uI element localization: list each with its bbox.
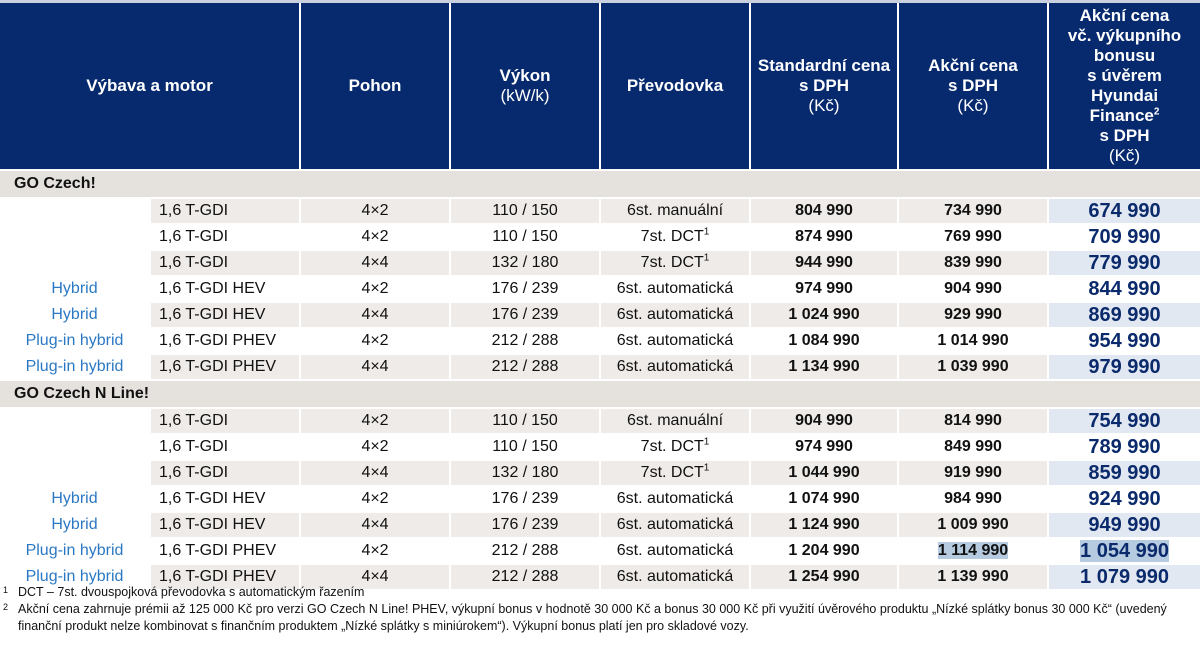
variant-cell bbox=[0, 224, 150, 250]
standard-price-cell bbox=[750, 354, 898, 380]
gearbox-cell bbox=[600, 434, 750, 460]
action-price-cell bbox=[898, 460, 1048, 486]
header-action-price: Akční cena s DPH (Kč) bbox=[898, 3, 1048, 170]
variant-cell-text: Plug-in hybrid bbox=[25, 332, 124, 349]
gearbox-cell bbox=[600, 538, 750, 564]
table-row bbox=[0, 302, 1200, 328]
power-cell bbox=[450, 486, 600, 512]
power-cell-text: 110 / 150 bbox=[492, 438, 558, 455]
gearbox-cell-text: 7st. DCT bbox=[640, 228, 704, 245]
power-cell bbox=[450, 408, 600, 434]
drive-cell-text: 4×2 bbox=[361, 332, 389, 349]
engine-cell bbox=[150, 538, 300, 564]
action-price-cell bbox=[898, 250, 1048, 276]
gearbox-cell-text: 6st. manuální bbox=[626, 412, 724, 429]
action-price-cell-text: 769 990 bbox=[944, 228, 1002, 245]
bonus-price-cell-text: 779 990 bbox=[1088, 251, 1161, 274]
drive-cell-text: 4×2 bbox=[361, 228, 389, 245]
variant-cell bbox=[0, 276, 150, 302]
gearbox-cell bbox=[600, 408, 750, 434]
variant-cell bbox=[0, 250, 150, 276]
footnote-ref: 1 bbox=[703, 462, 710, 474]
action-price-cell-text: 1 114 990 bbox=[937, 542, 1009, 559]
bonus-price-cell bbox=[1048, 538, 1200, 564]
bonus-price-cell bbox=[1048, 302, 1200, 328]
engine-cell-text: 1,6 T-GDI HEV bbox=[159, 306, 266, 323]
variant-cell-text: Hybrid bbox=[51, 306, 98, 323]
drive-cell bbox=[300, 198, 450, 224]
drive-cell-text: 4×2 bbox=[361, 490, 389, 507]
engine-cell bbox=[150, 408, 300, 434]
bonus-price-cell-text: 754 990 bbox=[1088, 409, 1161, 432]
bonus-price-cell bbox=[1048, 512, 1200, 538]
variant-cell bbox=[0, 328, 150, 354]
engine-cell bbox=[150, 276, 300, 302]
drive-cell-text: 4×4 bbox=[361, 306, 389, 323]
bonus-price-cell bbox=[1048, 224, 1200, 250]
gearbox-cell bbox=[600, 302, 750, 328]
footnote-1: 1 DCT – 7st. dvouspojková převodovka s automatickým řazením bbox=[3, 585, 365, 599]
gearbox-cell-text: 6st. automatická bbox=[616, 542, 734, 559]
drive-cell bbox=[300, 486, 450, 512]
drive-cell bbox=[300, 224, 450, 250]
bonus-price-cell bbox=[1048, 486, 1200, 512]
standard-price-cell-text: 904 990 bbox=[795, 412, 853, 429]
gearbox-cell-text: 6st. automatická bbox=[616, 490, 734, 507]
action-price-cell bbox=[898, 198, 1048, 224]
drive-cell bbox=[300, 250, 450, 276]
section-row bbox=[0, 170, 1200, 198]
power-cell-text: 132 / 180 bbox=[491, 464, 559, 481]
engine-cell bbox=[150, 512, 300, 538]
action-price-cell bbox=[898, 224, 1048, 250]
action-price-cell bbox=[898, 328, 1048, 354]
engine-cell bbox=[150, 486, 300, 512]
bonus-price-cell-text: 859 990 bbox=[1088, 461, 1161, 484]
bonus-price-cell-text: 954 990 bbox=[1088, 329, 1161, 352]
drive-cell bbox=[300, 538, 450, 564]
engine-cell-text: 1,6 T-GDI PHEV bbox=[159, 542, 277, 559]
variant-cell bbox=[0, 354, 150, 380]
table-row bbox=[0, 224, 1200, 250]
engine-cell-text: 1,6 T-GDI HEV bbox=[159, 280, 266, 297]
action-price-cell bbox=[898, 302, 1048, 328]
bonus-price-cell-text: 924 990 bbox=[1088, 487, 1161, 510]
gearbox-cell bbox=[600, 276, 750, 302]
standard-price-cell-text: 1 074 990 bbox=[788, 490, 860, 507]
standard-price-cell-text: 1 084 990 bbox=[788, 332, 860, 349]
action-price-cell bbox=[898, 538, 1048, 564]
power-cell bbox=[450, 434, 600, 460]
footnote-ref: 1 bbox=[703, 436, 710, 448]
power-cell bbox=[450, 198, 600, 224]
standard-price-cell bbox=[750, 486, 898, 512]
standard-price-cell-text: 1 204 990 bbox=[788, 542, 860, 559]
engine-cell-text: 1,6 T-GDI PHEV bbox=[159, 332, 277, 349]
standard-price-cell-text: 804 990 bbox=[795, 202, 853, 219]
table-row bbox=[0, 408, 1200, 434]
engine-cell-text: 1,6 T-GDI HEV bbox=[159, 516, 266, 533]
gearbox-cell-text: 6st. automatická bbox=[616, 306, 734, 323]
standard-price-cell bbox=[750, 276, 898, 302]
table-row bbox=[0, 486, 1200, 512]
standard-price-cell bbox=[750, 512, 898, 538]
standard-price-cell-text: 1 044 990 bbox=[788, 464, 860, 481]
engine-cell bbox=[150, 328, 300, 354]
variant-cell-text: Plug-in hybrid bbox=[25, 542, 124, 559]
action-price-cell-text: 814 990 bbox=[944, 412, 1002, 429]
power-cell bbox=[450, 276, 600, 302]
power-cell bbox=[450, 354, 600, 380]
action-price-cell-text: 1 014 990 bbox=[937, 332, 1009, 349]
action-price-cell bbox=[898, 408, 1048, 434]
table-row bbox=[0, 538, 1200, 564]
engine-cell-text: 1,6 T-GDI bbox=[159, 228, 229, 245]
engine-cell bbox=[150, 354, 300, 380]
power-cell bbox=[450, 460, 600, 486]
table-row bbox=[0, 328, 1200, 354]
standard-price-cell-text: 1 024 990 bbox=[788, 306, 860, 323]
engine-cell bbox=[150, 434, 300, 460]
engine-cell-text: 1,6 T-GDI bbox=[159, 438, 229, 455]
table-row bbox=[0, 276, 1200, 302]
drive-cell bbox=[300, 408, 450, 434]
gearbox-cell-text: 6st. automatická bbox=[616, 516, 734, 533]
variant-cell-text: Hybrid bbox=[51, 280, 98, 297]
action-price-cell-text: 904 990 bbox=[944, 280, 1002, 297]
engine-cell bbox=[150, 302, 300, 328]
action-price-cell bbox=[898, 354, 1048, 380]
bonus-price-cell bbox=[1048, 198, 1200, 224]
bonus-price-cell bbox=[1048, 460, 1200, 486]
drive-cell bbox=[300, 512, 450, 538]
variant-cell bbox=[0, 538, 150, 564]
engine-cell-text: 1,6 T-GDI PHEV bbox=[159, 358, 277, 375]
drive-cell-text: 4×2 bbox=[361, 438, 389, 455]
bonus-price-cell-text: 949 990 bbox=[1088, 513, 1161, 536]
gearbox-cell-text: 6st. manuální bbox=[626, 202, 724, 219]
drive-cell-text: 4×4 bbox=[361, 358, 389, 375]
drive-cell bbox=[300, 434, 450, 460]
standard-price-cell-text: 1 254 990 bbox=[788, 568, 860, 585]
standard-price-cell bbox=[750, 250, 898, 276]
engine-cell-text: 1,6 T-GDI PHEV bbox=[159, 568, 277, 585]
power-cell bbox=[450, 224, 600, 250]
standard-price-cell-text: 944 990 bbox=[795, 254, 853, 271]
table-row bbox=[0, 250, 1200, 276]
bonus-price-cell-text: 674 990 bbox=[1088, 199, 1161, 222]
action-price-cell-text: 1 039 990 bbox=[937, 358, 1009, 375]
variant-cell bbox=[0, 460, 150, 486]
engine-cell-text: 1,6 T-GDI bbox=[159, 202, 229, 219]
variant-cell bbox=[0, 302, 150, 328]
drive-cell-text: 4×2 bbox=[361, 542, 389, 559]
bonus-price-cell-text: 1 054 990 bbox=[1080, 539, 1169, 562]
drive-cell-text: 4×2 bbox=[361, 280, 389, 297]
gearbox-cell-text: 6st. automatická bbox=[616, 280, 734, 297]
bonus-price-cell-text: 1 079 990 bbox=[1080, 565, 1169, 588]
drive-cell bbox=[300, 354, 450, 380]
variant-cell-text: Hybrid bbox=[51, 490, 98, 507]
power-cell bbox=[450, 512, 600, 538]
power-cell-text: 212 / 288 bbox=[491, 332, 559, 349]
power-cell-text: 132 / 180 bbox=[491, 254, 559, 271]
standard-price-cell-text: 1 134 990 bbox=[788, 358, 860, 375]
bonus-price-cell-text: 709 990 bbox=[1088, 225, 1161, 248]
standard-price-cell bbox=[750, 302, 898, 328]
engine-cell bbox=[150, 460, 300, 486]
gearbox-cell-text: 6st. automatická bbox=[616, 568, 734, 585]
action-price-cell-text: 1 139 990 bbox=[937, 568, 1009, 585]
action-price-cell-text: 734 990 bbox=[944, 202, 1002, 219]
bonus-price-cell-text: 979 990 bbox=[1088, 355, 1161, 378]
gearbox-cell bbox=[600, 250, 750, 276]
gearbox-cell bbox=[600, 224, 750, 250]
variant-cell-text: Plug-in hybrid bbox=[25, 568, 124, 585]
action-price-cell bbox=[898, 512, 1048, 538]
standard-price-cell-text: 974 990 bbox=[795, 280, 853, 297]
bonus-price-cell bbox=[1048, 250, 1200, 276]
section-row bbox=[0, 380, 1200, 408]
standard-price-cell bbox=[750, 460, 898, 486]
variant-cell-text: Plug-in hybrid bbox=[25, 358, 124, 375]
engine-cell bbox=[150, 224, 300, 250]
price-table bbox=[0, 3, 1200, 589]
action-price-cell-text: 839 990 bbox=[944, 254, 1002, 271]
gearbox-cell-text: 7st. DCT bbox=[640, 438, 704, 455]
power-cell-text: 212 / 288 bbox=[491, 542, 559, 559]
footnote-2: 2 Akční cena zahrnuje prémii až 125 000 Kč pro verzi GO Czech N Line! PHEV, výkupní bonus v hodnotě 30 000 Kč a bonus 30 000 Kč při využití úvěrového produktu „Nízké splátky bonus 30 000 Kč“ (uvedený finanční produkt nelze kombinovat s finančním produktem „Nízké splátky s miniúrokem“). Výkupní bonus platí jen pro skladové vozy. bbox=[3, 602, 1167, 633]
action-price-cell bbox=[898, 276, 1048, 302]
action-price-cell bbox=[898, 486, 1048, 512]
engine-cell-text: 1,6 T-GDI bbox=[159, 464, 229, 481]
action-price-cell-text: 1 009 990 bbox=[937, 516, 1009, 533]
header-bonus-price: Akční cena vč. výkupního bonusu s úvěrem Hyundai Finance$^2$ s DPH (Kč) bbox=[1048, 3, 1200, 170]
gearbox-cell bbox=[600, 512, 750, 538]
section-title: GO Czech N Line! bbox=[0, 380, 1200, 408]
table-row bbox=[0, 198, 1200, 224]
gearbox-cell bbox=[600, 460, 750, 486]
drive-cell-text: 4×4 bbox=[361, 516, 389, 533]
variant-cell bbox=[0, 434, 150, 460]
power-cell bbox=[450, 250, 600, 276]
bonus-price-cell-text: 844 990 bbox=[1088, 277, 1161, 300]
power-cell-text: 176 / 239 bbox=[491, 306, 559, 323]
drive-cell-text: 4×2 bbox=[361, 202, 389, 219]
engine-cell-text: 1,6 T-GDI bbox=[159, 412, 229, 429]
header-power: Výkon (kW/k) bbox=[450, 3, 600, 170]
action-price-cell-text: 919 990 bbox=[944, 464, 1002, 481]
variant-cell bbox=[0, 486, 150, 512]
action-price-cell-text: 849 990 bbox=[944, 438, 1002, 455]
gearbox-cell-text: 6st. automatická bbox=[616, 332, 734, 349]
power-cell-text: 110 / 150 bbox=[492, 412, 558, 429]
table-row bbox=[0, 434, 1200, 460]
drive-cell bbox=[300, 302, 450, 328]
header-equipment: Výbava a motor bbox=[0, 3, 300, 170]
power-cell bbox=[450, 538, 600, 564]
drive-cell-text: 4×4 bbox=[361, 254, 389, 271]
standard-price-cell bbox=[750, 434, 898, 460]
footnote-ref: 1 bbox=[703, 252, 710, 264]
variant-cell-text: Hybrid bbox=[51, 516, 98, 533]
standard-price-cell-text: 874 990 bbox=[795, 228, 853, 245]
standard-price-cell-text: 1 124 990 bbox=[788, 516, 860, 533]
power-cell-text: 176 / 239 bbox=[491, 280, 559, 297]
variant-cell bbox=[0, 408, 150, 434]
drive-cell-text: 4×2 bbox=[361, 412, 389, 429]
table-row bbox=[0, 460, 1200, 486]
gearbox-cell-text: 7st. DCT bbox=[640, 254, 704, 271]
standard-price-cell bbox=[750, 198, 898, 224]
drive-cell bbox=[300, 460, 450, 486]
drive-cell-text: 4×4 bbox=[361, 568, 389, 585]
drive-cell bbox=[300, 328, 450, 354]
header-drive: Pohon bbox=[300, 3, 450, 170]
bonus-price-cell bbox=[1048, 408, 1200, 434]
drive-cell-text: 4×4 bbox=[361, 464, 389, 481]
table-row bbox=[0, 512, 1200, 538]
header-standard-price: Standardní cena s DPH (Kč) bbox=[750, 3, 898, 170]
power-cell-text: 110 / 150 bbox=[492, 202, 558, 219]
standard-price-cell bbox=[750, 408, 898, 434]
bonus-price-cell-text: 789 990 bbox=[1088, 435, 1161, 458]
action-price-cell bbox=[898, 434, 1048, 460]
standard-price-cell bbox=[750, 538, 898, 564]
bonus-price-cell bbox=[1048, 434, 1200, 460]
bonus-price-cell-text: 869 990 bbox=[1088, 303, 1161, 326]
power-cell-text: 176 / 239 bbox=[491, 516, 559, 533]
bonus-price-cell bbox=[1048, 276, 1200, 302]
engine-cell-text: 1,6 T-GDI bbox=[159, 254, 229, 271]
power-cell bbox=[450, 328, 600, 354]
header-row bbox=[0, 3, 1200, 170]
drive-cell bbox=[300, 276, 450, 302]
variant-cell bbox=[0, 198, 150, 224]
footnote-ref: 1 bbox=[703, 226, 710, 238]
standard-price-cell bbox=[750, 224, 898, 250]
action-price-cell-text: 929 990 bbox=[944, 306, 1002, 323]
standard-price-cell bbox=[750, 328, 898, 354]
gearbox-cell bbox=[600, 328, 750, 354]
power-cell bbox=[450, 302, 600, 328]
action-price-cell-text: 984 990 bbox=[944, 490, 1002, 507]
variant-cell bbox=[0, 512, 150, 538]
power-cell-text: 212 / 288 bbox=[491, 568, 559, 585]
gearbox-cell bbox=[600, 486, 750, 512]
engine-cell bbox=[150, 250, 300, 276]
gearbox-cell bbox=[600, 354, 750, 380]
power-cell-text: 110 / 150 bbox=[492, 228, 558, 245]
bonus-price-cell bbox=[1048, 354, 1200, 380]
header-gearbox: Převodovka bbox=[600, 3, 750, 170]
standard-price-cell-text: 974 990 bbox=[795, 438, 853, 455]
power-cell-text: 212 / 288 bbox=[491, 358, 559, 375]
gearbox-cell bbox=[600, 198, 750, 224]
bonus-price-cell bbox=[1048, 328, 1200, 354]
power-cell-text: 176 / 239 bbox=[491, 490, 559, 507]
footnotes bbox=[0, 584, 1200, 635]
gearbox-cell-text: 7st. DCT bbox=[640, 464, 704, 481]
engine-cell-text: 1,6 T-GDI HEV bbox=[159, 490, 266, 507]
engine-cell bbox=[150, 198, 300, 224]
gearbox-cell-text: 6st. automatická bbox=[616, 358, 734, 375]
section-title: GO Czech! bbox=[0, 170, 1200, 198]
table-row bbox=[0, 354, 1200, 380]
